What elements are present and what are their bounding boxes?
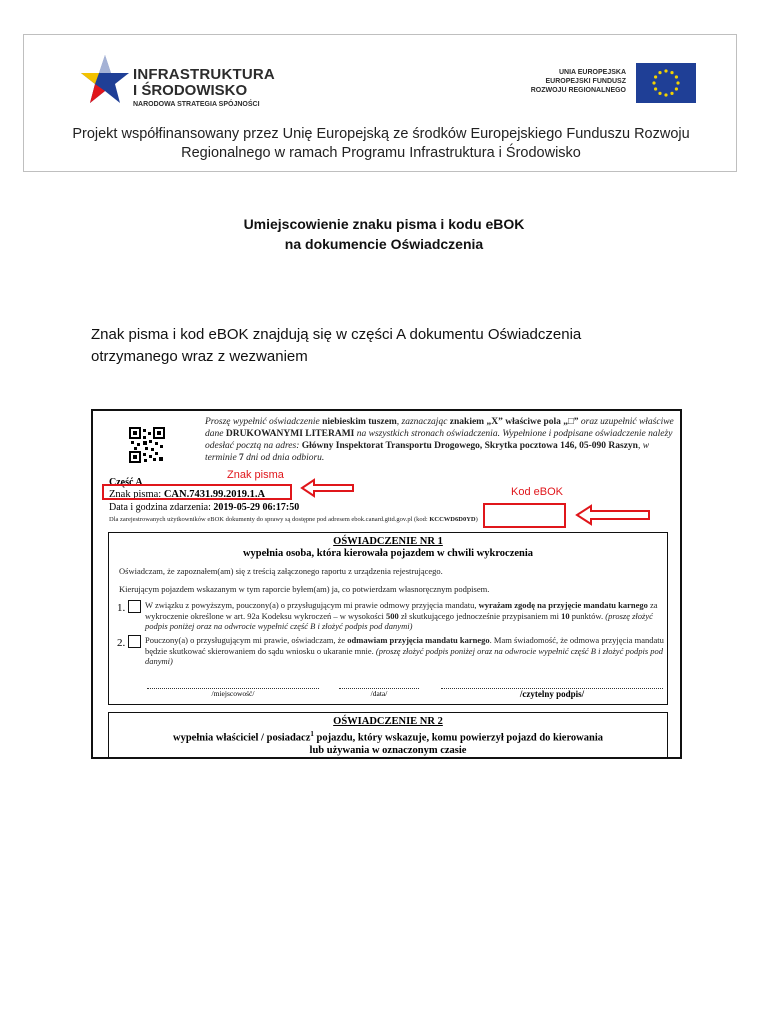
- title-line-1: Umiejscowienie znaku pisma i kodu eBOK: [243, 216, 525, 232]
- option-2-checkbox[interactable]: [128, 635, 141, 648]
- incident-datetime-value: 2019-05-29 06:17:50: [213, 502, 300, 513]
- kod-ebok-annotation-label: Kod eBOK: [511, 486, 563, 498]
- eu-logo-text: [531, 68, 626, 95]
- statement-1-header: [109, 536, 667, 560]
- statement-1-para-2: Kierującym pojazdem wskazanym w tym raporcie byłem(am) ja, co potwierdzam własnoręcznym podpisem.: [119, 584, 490, 594]
- page-title: [0, 214, 768, 254]
- logo-line-3: NARODOWA STRATEGIA SPÓJNOŚCI: [133, 101, 260, 108]
- ebok-info: Dla zarejestrowanych użytkowników eBOK dokumenty do sprawy są dostępne pod adresem ebok.canard.gitd.gov.pl (kod: KCCWD6D0YD): [109, 516, 478, 523]
- date-caption: /data/: [370, 689, 388, 698]
- statement-2-subtitle-1: wypełnia właściciel / posiadacz$^1$ pojazdu, który wskazuje, komu powierzył pojazd do kierowania: [172, 730, 604, 744]
- caption-line-2: Regionalnego w ramach Programu Infrastruktura i Środowisko: [181, 145, 581, 161]
- title-line-2: na dokumencie Oświadczenia: [284, 236, 484, 252]
- option-1-checkbox[interactable]: [128, 600, 141, 613]
- funding-banner: [23, 34, 737, 172]
- caption-line-1: Projekt współfinansowany przez Unię Europejską ze środków Europejskiego Funduszu Rozwoju: [72, 126, 690, 142]
- statement-2-box: [108, 712, 668, 759]
- statement-1-subtitle: wypełnia osoba, która kierowała pojazdem w chwili wykroczenia: [242, 548, 534, 559]
- option-1-number: 1.: [117, 602, 126, 614]
- place-caption: /miejscowość/: [211, 689, 255, 698]
- eu-line-3: ROZWOJU REGIONALNEGO: [530, 87, 626, 94]
- case-reference: Znak pisma: CAN.7431.99.2019.1.A: [109, 489, 266, 500]
- banner-caption: [24, 125, 738, 163]
- statement-2-header: [109, 716, 667, 757]
- znak-pisma-annotation-label: Znak pisma: [227, 469, 284, 481]
- kod-ebok-highlight-box: [483, 503, 566, 528]
- option-1-text: W związku z powyższym, pouczony(a) o przysługującym mi prawie odmowy przyjęcia mandatu, wyrażam zgodę na przyjęcie mandatu karnego za wykroczenie określone w art. 92a Kodeksu wykroczeń – w wysokości 500 zł skutkującego jednocześnie przypisaniem mi 10 punktów. (proszę złożyć podpis poniżej oraz na odwrocie wypełnić część B i złożyć podpis pod danymi): [145, 600, 658, 631]
- statement-2-title: OŚWIADCZENIE NR 2: [333, 716, 443, 727]
- incident-datetime: Data i godzina zdarzenia: 2019-05-29 06:17:50: [109, 502, 300, 513]
- case-reference-value: CAN.7431.99.2019.1.A: [163, 489, 266, 500]
- kod-ebok-arrow-icon: [574, 504, 652, 526]
- option-2-number: 2.: [117, 637, 126, 649]
- znak-pisma-highlight-box: [102, 484, 292, 500]
- option-2-text: Pouczony(a) o przysługującym mi prawie, oświadczam, że odmawiam przyjęcia mandatu karnego. Mam świadomość, że odmowa przyjęcia mandatu będzie skutkować skierowaniem do sądu wniosku o ukaranie mnie. (proszę złożyć podpis poniżej oraz na odwrocie wypełnić część B i złożyć podpis pod danymi): [145, 635, 664, 666]
- logo-line-2: I ŚRODOWISKO: [133, 82, 248, 99]
- statement-1-title: OŚWIADCZENIE NR 1: [333, 536, 443, 547]
- znak-pisma-arrow-icon: [300, 478, 356, 498]
- logo-line-1: INFRASTRUKTURA: [133, 66, 275, 83]
- eu-line-2: EUROPEJSKI FUNDUSZ: [545, 78, 626, 85]
- logo-star-icon: [79, 53, 131, 109]
- part-a-heading: Część A: [109, 477, 143, 488]
- statement-document: [91, 409, 682, 759]
- signature-caption: /czytelny podpis/: [519, 689, 585, 699]
- infrastruktura-logo: [79, 53, 279, 113]
- ebok-code-value: KCCWD6D0YD: [429, 516, 476, 523]
- instructions: Proszę wypełnić oświadczenie niebieskim tuszem, zaznaczając znakiem „X” właściwe pola „□” oraz uzupełnić właściwe dane DRUKOWANYMI LITERAMI na wszystkich stronach oświadczenia. Wypełnione i podpisane oświadczenie należy odesłać pocztą na adres: Główny Inspektorat Transportu Drogowego, Skrytka pocztowa 146, 05-090 Raszyn, w terminie 7 dni od dnia odbioru.: [205, 417, 674, 463]
- statement-1-box: [108, 532, 668, 705]
- statement-2-subtitle-2: lub używania w oznaczonym czasie: [309, 744, 467, 756]
- eu-flag-icon: [636, 63, 696, 103]
- eu-line-1: UNIA EUROPEJSKA: [558, 69, 626, 76]
- qr-code-icon: [129, 427, 165, 463]
- intro-paragraph: Znak pisma i kod eBOK znajdują się w części A dokumentu Oświadczenia otrzymanego wraz z wezwaniem: [91, 326, 582, 365]
- statement-1-para-1: Oświadczam, że zapoznałem(am) się z treścią załączonego raportu z urządzenia rejestrującego.: [119, 566, 443, 576]
